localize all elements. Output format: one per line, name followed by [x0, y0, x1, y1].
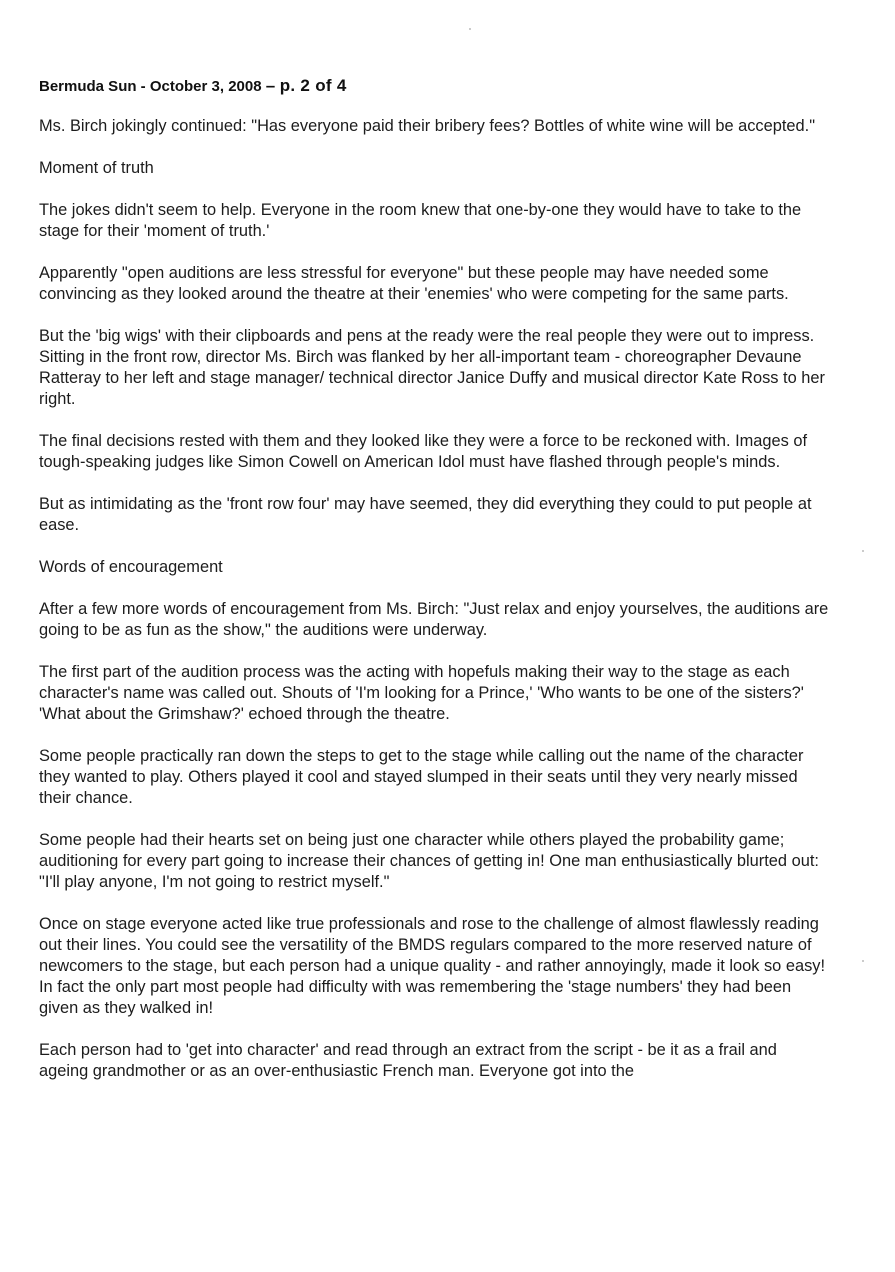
- paragraph: The final decisions rested with them and they looked like they were a force to be reckoned with. Images of tough-speaking judges like Simon Cowell on American Idol must have flashed through people's minds.: [39, 432, 808, 471]
- paragraph: Each person had to 'get into character' and read through an extract from the script - be it as a frail and ageing grandmother or as an over-enthusiastic French man. Everyone got into the: [39, 1041, 777, 1080]
- subheading-words-of-encouragement: Words of encouragement: [39, 558, 223, 576]
- header-dash: –: [265, 76, 276, 95]
- scan-speck: [862, 960, 864, 962]
- paragraph: The jokes didn't seem to help. Everyone in the room knew that one-by-one they would have to take to the stage for their 'moment of truth.': [39, 201, 802, 240]
- paragraph: But the 'big wigs' with their clipboards and pens at the ready were the real people they were out to impress. Sitting in the front row, director Ms. Birch was flanked by her all-important team - choreographer Devaune Ratteray to her left and stage manager/ technical director Janice Duffy and musical director Kate Ross to her right.: [39, 327, 825, 408]
- paragraph: After a few more words of encouragement from Ms. Birch: "Just relax and enjoy yourselves, the auditions are going to be as fun as the show," the auditions were underway.: [39, 600, 829, 639]
- paragraph: But as intimidating as the 'front row four' may have seemed, they did everything they could to put people at ease.: [39, 495, 812, 534]
- paragraph: Some people had their hearts set on being just one character while others played the probability game; auditioning for every part going to increase their chances of getting in! One man enthusiastically blurted out: "I'll play anyone, I'm not going to restrict myself.": [39, 831, 819, 891]
- scan-speck: [469, 28, 471, 30]
- paragraph: Ms. Birch jokingly continued: "Has everyone paid their bribery fees? Bottles of white wine will be accepted.": [39, 117, 816, 135]
- scan-speck: [862, 550, 864, 552]
- subheading-moment-of-truth: Moment of truth: [39, 159, 154, 177]
- header-page-number: p. 2 of 4: [279, 76, 347, 95]
- article-body: [39, 116, 829, 1103]
- paragraph: Apparently "open auditions are less stressful for everyone" but these people may have needed some convincing as they looked around the theatre at their 'enemies' who were competing for the same parts.: [39, 264, 789, 303]
- paragraph: The first part of the audition process was the acting with hopefuls making their way to the stage as each character's name was called out. Shouts of 'I'm looking for a Prince,' 'Who wants to be one of the sisters?' 'What about the Grimshaw?' echoed through the theatre.: [39, 663, 804, 723]
- paragraph: Once on stage everyone acted like true professionals and rose to the challenge of almost flawlessly reading out their lines. You could see the versatility of the BMDS regulars compared to the more reserved nature of newcomers to the stage, but each person had a unique quality - and rather annoyingly, made it look so easy! In fact the only part most people had difficulty with was remembering the 'stage numbers' they had been given as they walked in!: [39, 915, 826, 1017]
- paragraph: Some people practically ran down the steps to get to the stage while calling out the name of the character they wanted to play. Others played it cool and stayed slumped in their seats until they very nearly missed their chance.: [39, 747, 804, 807]
- header-title: Bermuda Sun - October 3, 2008: [39, 78, 262, 95]
- page-header: [39, 76, 347, 96]
